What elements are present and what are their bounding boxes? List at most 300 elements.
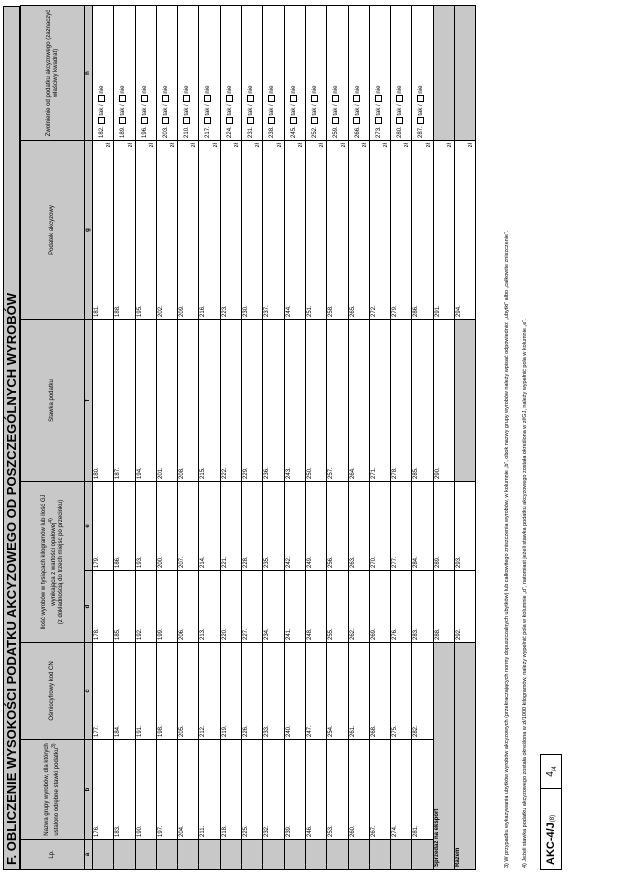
group-name-field[interactable] (327, 740, 348, 840)
field-number: 181. (94, 305, 100, 317)
field-number: 261. (349, 725, 356, 737)
yes-label: tak (205, 107, 212, 116)
field-number: 179. (94, 556, 100, 568)
table-row (369, 5, 390, 869)
field-number: 260. (349, 825, 356, 837)
field-number: 213. (200, 628, 207, 640)
field-number: 284. (413, 556, 420, 568)
field-number: 256. (328, 556, 335, 568)
field-number: 183. (115, 825, 122, 837)
tax-field[interactable] (327, 140, 348, 319)
lp-cell (178, 840, 199, 870)
field-number: 286. (413, 305, 420, 317)
field-number: 230. (243, 305, 250, 317)
cn-code-field[interactable] (178, 643, 199, 740)
rate-field[interactable] (242, 319, 263, 481)
table-row (242, 5, 263, 869)
separator: / (162, 104, 169, 106)
table-row (391, 5, 412, 869)
rate-field[interactable] (391, 319, 412, 481)
total-row (455, 5, 476, 869)
qty-gj-field[interactable] (284, 481, 305, 570)
tax-field[interactable] (391, 140, 412, 319)
no-label: nie (162, 85, 169, 94)
no-label: nie (418, 85, 425, 94)
total-tax-field[interactable]: 294. zł (455, 140, 476, 319)
tax-field[interactable] (242, 140, 263, 319)
exemption-yes-checkbox[interactable] (375, 117, 382, 124)
field-number: 265. (349, 305, 356, 317)
lp-cell (263, 840, 284, 870)
yes-label: tak (290, 107, 297, 116)
exemption-no-checkbox[interactable] (226, 95, 233, 102)
tax-field[interactable] (369, 140, 390, 319)
exemption-yes-checkbox[interactable] (311, 117, 318, 124)
yes-label: tak (375, 107, 382, 116)
field-number: 191. (136, 725, 143, 737)
lp-cell (242, 840, 263, 870)
field-number: 212. (200, 725, 207, 737)
group-name-field[interactable] (242, 740, 263, 840)
exemption-yes-checkbox[interactable] (247, 117, 254, 124)
no-label: nie (269, 85, 276, 94)
qty-kg-field[interactable] (327, 571, 348, 643)
rate-field[interactable] (156, 319, 177, 481)
currency-label: zł (191, 142, 198, 148)
no-label: nie (333, 85, 340, 94)
exemption-cell (412, 5, 433, 140)
field-number: 198. (157, 725, 164, 737)
cn-code-field[interactable] (284, 643, 305, 740)
cn-code-field[interactable] (220, 643, 241, 740)
exemption-no-checkbox[interactable] (119, 95, 126, 102)
cn-code-field[interactable] (391, 643, 412, 740)
exemption-cell (348, 5, 369, 140)
exemption-no-checkbox[interactable] (311, 95, 318, 102)
qty-kg-field[interactable] (199, 571, 220, 643)
exemption-no-checkbox[interactable] (353, 95, 360, 102)
field-number: 215. (200, 467, 207, 479)
col-letter: f (85, 319, 93, 481)
currency-label: zł (148, 142, 155, 148)
qty-kg-field[interactable] (178, 571, 199, 643)
lp-cell (220, 840, 241, 870)
currency-label: zł (276, 142, 283, 148)
table-row (412, 5, 433, 869)
field-number: 251. (306, 305, 313, 317)
field-number: 211. (200, 825, 207, 837)
currency-label: zł (106, 142, 113, 148)
field-number: 278. (392, 467, 399, 479)
exemption-yes-checkbox[interactable] (119, 117, 126, 124)
currency-label: zł (170, 142, 177, 148)
group-name-field[interactable] (156, 740, 177, 840)
tax-field[interactable] (156, 140, 177, 319)
field-number: 266. (354, 126, 361, 138)
tax-field[interactable] (178, 140, 199, 319)
cn-code-field[interactable] (242, 643, 263, 740)
export-qty-kg-field[interactable]: 288. (433, 571, 454, 643)
field-number: 206. (179, 628, 186, 640)
exemption-yes-checkbox[interactable] (183, 117, 190, 124)
qty-gj-field[interactable] (156, 481, 177, 570)
tax-field[interactable] (305, 140, 326, 319)
field-number: 199. (157, 628, 164, 640)
group-name-field[interactable] (305, 740, 326, 840)
field-number: 209. (179, 305, 186, 317)
exemption-no-checkbox[interactable] (98, 95, 105, 102)
group-name-field[interactable] (199, 740, 220, 840)
field-number: 257. (328, 467, 335, 479)
field-number: 274. (392, 825, 399, 837)
table-row (327, 5, 348, 869)
group-name-field[interactable] (114, 740, 135, 840)
rate-field[interactable] (327, 319, 348, 481)
field-number: 225. (243, 825, 250, 837)
qty-kg-field[interactable] (305, 571, 326, 643)
qty-gj-field[interactable] (242, 481, 263, 570)
qty-kg-field[interactable] (348, 571, 369, 643)
exemption-no-checkbox[interactable] (247, 95, 254, 102)
field-number: 180. (94, 467, 100, 479)
tax-field[interactable] (263, 140, 284, 319)
field-number: 201. (157, 467, 164, 479)
rate-field[interactable] (93, 319, 114, 481)
total-qty-kg-field[interactable]: 292. (455, 571, 476, 643)
field-number: 193. (136, 556, 143, 568)
exemption-yes-checkbox[interactable] (353, 117, 360, 124)
exemption-yes-checkbox[interactable] (162, 117, 169, 124)
total-qty-gj-field[interactable]: 293. (455, 481, 476, 570)
exemption-no-checkbox[interactable] (396, 95, 403, 102)
field-number: 277. (392, 556, 399, 568)
qty-kg-field[interactable] (263, 571, 284, 643)
field-number: 272. (370, 305, 377, 317)
qty-kg-field[interactable] (156, 571, 177, 643)
tax-field[interactable] (220, 140, 241, 319)
field-number: 250. (306, 467, 313, 479)
field-number: 279. (392, 305, 399, 317)
field-number: 249. (306, 556, 313, 568)
exemption-cell (242, 5, 263, 140)
field-number: 228. (243, 556, 250, 568)
tax-field[interactable] (284, 140, 305, 319)
table-row (156, 5, 177, 869)
field-number: 223. (221, 305, 228, 317)
rate-field[interactable] (178, 319, 199, 481)
tax-field[interactable] (199, 140, 220, 319)
exemption-no-checkbox[interactable] (375, 95, 382, 102)
field-number: 245. (290, 126, 297, 138)
field-number: 203. (162, 126, 169, 138)
lp-cell (369, 840, 390, 870)
group-name-field[interactable] (369, 740, 390, 840)
exemption-no-checkbox[interactable] (141, 95, 148, 102)
field-number: 202. (157, 305, 164, 317)
qty-kg-field[interactable] (114, 571, 135, 643)
col-letter: e (85, 481, 93, 570)
qty-kg-field[interactable] (284, 571, 305, 643)
tax-field[interactable] (93, 140, 114, 319)
header-row (21, 5, 85, 869)
header-lp: Lp. (21, 840, 85, 870)
exemption-cell (369, 5, 390, 140)
qty-gj-field[interactable] (305, 481, 326, 570)
separator: / (290, 104, 297, 106)
separator: / (120, 104, 127, 106)
section-title: F. OBLICZENIE WYSOKOŚCI PODATKU AKCYZOWEGO OD POSZCZEGÓLNYCH WYROBÓW (3, 6, 20, 870)
header-quantity: Ilość wyrobów w tysiącach kilogramów lub ilość GJ wynikająca z wartości opałowej$^{4)}$ (z dokładnością do trzech miejsc po przecinku) (21, 481, 85, 642)
rate-field[interactable] (369, 319, 390, 481)
no-label: nie (226, 85, 233, 94)
exemption-no-checkbox[interactable] (268, 95, 275, 102)
field-number: 244. (285, 305, 292, 317)
exemption-yes-checkbox[interactable] (417, 117, 424, 124)
yes-label: tak (418, 107, 425, 116)
table-row (135, 5, 156, 869)
field-number: 241. (285, 628, 292, 640)
rate-field[interactable] (284, 319, 305, 481)
field-number: 227. (243, 628, 250, 640)
exemption-yes-checkbox[interactable] (141, 117, 148, 124)
no-label: nie (99, 85, 105, 94)
cn-code-field[interactable] (348, 643, 369, 740)
field-number: 205. (179, 725, 186, 737)
cn-code-field[interactable] (114, 643, 135, 740)
field-number: 235. (264, 556, 271, 568)
col-letter: c (85, 643, 93, 740)
field-number: 263. (349, 556, 356, 568)
qty-gj-field[interactable] (93, 481, 114, 570)
field-number: 283. (413, 628, 420, 640)
cn-code-field[interactable] (412, 643, 433, 740)
field-number: 220. (221, 628, 228, 640)
qty-gj-field[interactable] (348, 481, 369, 570)
rate-field[interactable] (199, 319, 220, 481)
currency-label: zł (234, 142, 241, 148)
export-exemption-cell (433, 5, 454, 140)
export-label-cell: Sprzedaż na eksport (433, 643, 454, 870)
separator: / (184, 104, 191, 106)
exemption-cell (178, 5, 199, 140)
exemption-yes-checkbox[interactable] (204, 117, 211, 124)
no-label: nie (248, 85, 255, 94)
rate-field[interactable] (412, 319, 433, 481)
tax-field[interactable] (114, 140, 135, 319)
lp-cell (412, 840, 433, 870)
exemption-no-checkbox[interactable] (290, 95, 297, 102)
cn-code-field[interactable] (263, 643, 284, 740)
col-letter: g (85, 140, 93, 319)
field-number: 216. (200, 305, 207, 317)
exemption-yes-checkbox[interactable] (226, 117, 233, 124)
field-number: 219. (221, 725, 228, 737)
field-number: 254. (328, 725, 335, 737)
footnote-3: 3) W przypadku wykazywania ubytków wyrobów akcyzowych (przekraczających normy dopuszczalnych ubytków) lub całkowitego zniszczenia wyrobów, w kolumnie „b”, obok nazwy grupy wyrobów należy wpisać odpowiednio: „ubytki” albo „całkowite zniszczenie”. (504, 230, 510, 868)
lp-cell (284, 840, 305, 870)
separator: / (354, 104, 361, 106)
field-number: 243. (285, 467, 292, 479)
field-number: 262. (349, 628, 356, 640)
currency-label: zł (425, 142, 432, 148)
qty-kg-field[interactable] (391, 571, 412, 643)
exemption-cell (327, 5, 348, 140)
field-number: 222. (221, 467, 228, 479)
exemption-no-checkbox[interactable] (183, 95, 190, 102)
field-number: 268. (370, 725, 377, 737)
field-number: 186. (115, 556, 122, 568)
field-number: 247. (306, 725, 313, 737)
field-number: 270. (370, 556, 377, 568)
separator: / (418, 104, 425, 106)
qty-gj-field[interactable] (369, 481, 390, 570)
rate-field[interactable] (135, 319, 156, 481)
cn-code-field[interactable] (93, 643, 114, 740)
group-name-field[interactable] (284, 740, 305, 840)
export-rate-field[interactable]: 290. (433, 319, 454, 481)
page-number: $4_{/4}$ (540, 754, 562, 788)
table-row (305, 5, 326, 869)
tax-field[interactable] (348, 140, 369, 319)
exemption-yes-checkbox[interactable] (290, 117, 297, 124)
qty-kg-field[interactable] (412, 571, 433, 643)
header-exemption: Zwolnienie od podatku akcyzowego (zaznaczyć właściwy kwadrat) (21, 5, 85, 140)
cn-code-field[interactable] (305, 643, 326, 740)
qty-gj-field[interactable] (178, 481, 199, 570)
field-number: 185. (115, 628, 122, 640)
qty-kg-field[interactable] (93, 571, 114, 643)
exemption-yes-checkbox[interactable] (332, 117, 339, 124)
rate-field[interactable] (348, 319, 369, 481)
exemption-no-checkbox[interactable] (204, 95, 211, 102)
tax-field[interactable] (412, 140, 433, 319)
col-letter: a (85, 840, 93, 870)
no-label: nie (354, 85, 361, 94)
table-row (220, 5, 241, 869)
rate-field[interactable] (220, 319, 241, 481)
group-name-field[interactable] (178, 740, 199, 840)
separator: / (248, 104, 255, 106)
cn-code-field[interactable] (369, 643, 390, 740)
cn-code-field[interactable] (327, 643, 348, 740)
qty-gj-field[interactable] (391, 481, 412, 570)
header-cn-code: Ośmiocyfrowy kod CN (21, 643, 85, 740)
field-number: 246. (306, 825, 313, 837)
field-number: 234. (264, 628, 271, 640)
lp-cell (199, 840, 220, 870)
field-number: 255. (328, 628, 335, 640)
lp-cell (114, 840, 135, 870)
yes-label: tak (162, 107, 169, 116)
qty-gj-field[interactable] (327, 481, 348, 570)
exemption-cell (284, 5, 305, 140)
lp-cell (305, 840, 326, 870)
group-name-field[interactable] (348, 740, 369, 840)
exemption-cell (263, 5, 284, 140)
group-name-field[interactable] (391, 740, 412, 840)
field-number: 276. (392, 628, 399, 640)
qty-gj-field[interactable] (114, 481, 135, 570)
qty-gj-field[interactable] (263, 481, 284, 570)
field-number: 207. (179, 556, 186, 568)
qty-kg-field[interactable] (242, 571, 263, 643)
qty-kg-field[interactable] (369, 571, 390, 643)
qty-gj-field[interactable] (199, 481, 220, 570)
exemption-cell (93, 5, 114, 140)
exemption-yes-checkbox[interactable] (396, 117, 403, 124)
separator: / (226, 104, 233, 106)
exemption-no-checkbox[interactable] (162, 95, 169, 102)
footnote-4: 4) Jeżeli stawka podatku akcyzowego została określona w zł/1000 kilogramów, należy wypełnić pola w kolumnie „d”, natomiast jeżeli stawka podatku akcyzowego została określona w zł/GJ, należy wypełnić pola w kolumnie „e”. (522, 318, 528, 868)
qty-kg-field[interactable] (220, 571, 241, 643)
lp-cell (156, 840, 177, 870)
field-number: 214. (200, 556, 207, 568)
qty-gj-field[interactable] (412, 481, 433, 570)
export-row (433, 5, 454, 869)
lp-cell (93, 840, 114, 870)
export-tax-field[interactable]: 291. zł (433, 140, 454, 319)
table-row (114, 5, 135, 869)
rate-field[interactable] (305, 319, 326, 481)
table-row (199, 5, 220, 869)
field-number: 208. (179, 467, 186, 479)
yes-label: tak (269, 107, 276, 116)
currency-label: zł (361, 142, 368, 148)
cn-code-field[interactable] (156, 643, 177, 740)
group-name-field[interactable] (220, 740, 241, 840)
exemption-cell (220, 5, 241, 140)
group-name-field[interactable] (263, 740, 284, 840)
table-row (93, 5, 114, 869)
group-name-field[interactable] (135, 740, 156, 840)
header-rate: Stawka podatku (21, 319, 85, 481)
yes-label: tak (333, 107, 340, 116)
exemption-no-checkbox[interactable] (332, 95, 339, 102)
cn-code-field[interactable] (135, 643, 156, 740)
rate-field[interactable] (263, 319, 284, 481)
currency-label: zł (297, 142, 304, 148)
table-row (178, 5, 199, 869)
field-number: 194. (136, 467, 143, 479)
tax-field[interactable] (135, 140, 156, 319)
qty-gj-field[interactable] (135, 481, 156, 570)
exemption-no-checkbox[interactable] (417, 95, 424, 102)
currency-label: zł (340, 142, 347, 148)
tax-calculation-table (20, 5, 476, 870)
field-number: 200. (157, 556, 164, 568)
group-name-field[interactable] (93, 740, 114, 840)
qty-kg-field[interactable] (135, 571, 156, 643)
qty-gj-field[interactable] (220, 481, 241, 570)
field-number: 242. (285, 556, 292, 568)
yes-label: tak (141, 107, 148, 116)
header-tax: Podatek akcyzowy (21, 140, 85, 319)
cn-code-field[interactable] (199, 643, 220, 740)
exemption-yes-checkbox[interactable] (98, 117, 105, 124)
field-number: 285. (413, 467, 420, 479)
no-label: nie (120, 85, 127, 94)
col-letter: d (85, 571, 93, 643)
group-name-field[interactable] (412, 740, 433, 840)
rate-field[interactable] (114, 319, 135, 481)
field-number: 258. (328, 305, 335, 317)
field-number: 236. (264, 467, 271, 479)
exemption-yes-checkbox[interactable] (268, 117, 275, 124)
export-qty-gj-field[interactable]: 289. (433, 481, 454, 570)
no-label: nie (290, 85, 297, 94)
exemption-cell (114, 5, 135, 140)
field-number: 190. (136, 825, 143, 837)
